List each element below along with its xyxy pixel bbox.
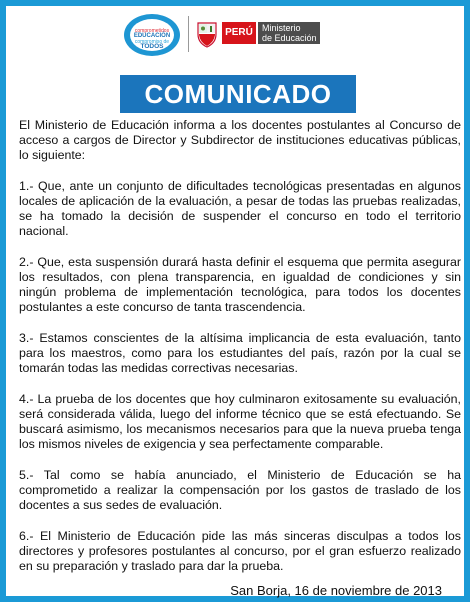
- point-6-paragraph: 6.- El Ministerio de Educación pide las más sinceras disculpas a todos los directores y profesores postulantes al concurso, por el gran esfuerzo realizado en su preparación y traslado para dar la prueba.: [19, 529, 461, 573]
- seal-line-1: comprometidos: [134, 28, 170, 34]
- place-date-signature: San Borja, 16 de noviembre de 2013: [230, 583, 442, 598]
- ministry-label-line-2: de Educación: [262, 33, 317, 43]
- seal-line-4: TODOS: [140, 43, 164, 50]
- ministry-label-line-1: Ministerio: [262, 23, 301, 33]
- point-5-paragraph: 5.- Tal como se había anunciado, el Ministerio de Educación se ha comprometido a realizar la compensación por los gastos de traslado de los docentes a sus sedes de evaluación.: [19, 468, 461, 512]
- seal-line-3: compromiso de: [134, 39, 170, 45]
- point-2-paragraph: 2.- Que, esta suspensión durará hasta definir el esquema que permita asegurar los resultados, con plena transparencia, en igualdad de condiciones y sin ningún problema de implementación tecnológica, para todos los docentes postulantes a este concurso de tanta trascendencia.: [19, 255, 461, 314]
- ministry-label: [258, 22, 320, 44]
- intro-paragraph: El Ministerio de Educación informa a los docentes postulantes al Concurso de acceso a cargos de Director y Subdirector de instituciones educativas públicas, lo siguiente:: [19, 118, 461, 162]
- point-3-paragraph: 3.- Estamos conscientes de la altísima implicancia de esta evaluación, tanto para los maestros, como para los estudiantes del país, razón por la cual se tomarán todas las medidas correctivas necesarias.: [19, 331, 461, 375]
- title-banner: COMUNICADO: [120, 75, 356, 113]
- coat-of-arms-icon: [196, 20, 218, 48]
- point-4-paragraph: 4.- La prueba de los docentes que hoy culminaron exitosamente su evaluación, será considerada válida, luego del informe técnico que se está efectuando. Se buscará asimismo, los mecanismos necesarios para que la nueva prueba tenga los mismos niveles de exigencia y sea perfectamente comparable.: [19, 392, 461, 451]
- point-1-paragraph: 1.- Que, ante un conjunto de dificultades tecnológicas presentadas en algunos locales de aplicación de la evaluación, a pesar de todas las pruebas realizadas, se ha tomado la decisión de suspender el concurso en todo el territorio nacional.: [19, 179, 461, 238]
- peru-label: PERÚ: [222, 22, 256, 44]
- header-divider: [188, 16, 189, 52]
- header: [6, 6, 464, 66]
- seal-line-2: EDUCACIÓN: [133, 33, 171, 39]
- campaign-seal-logo: [124, 14, 180, 56]
- communique-body: [19, 118, 461, 590]
